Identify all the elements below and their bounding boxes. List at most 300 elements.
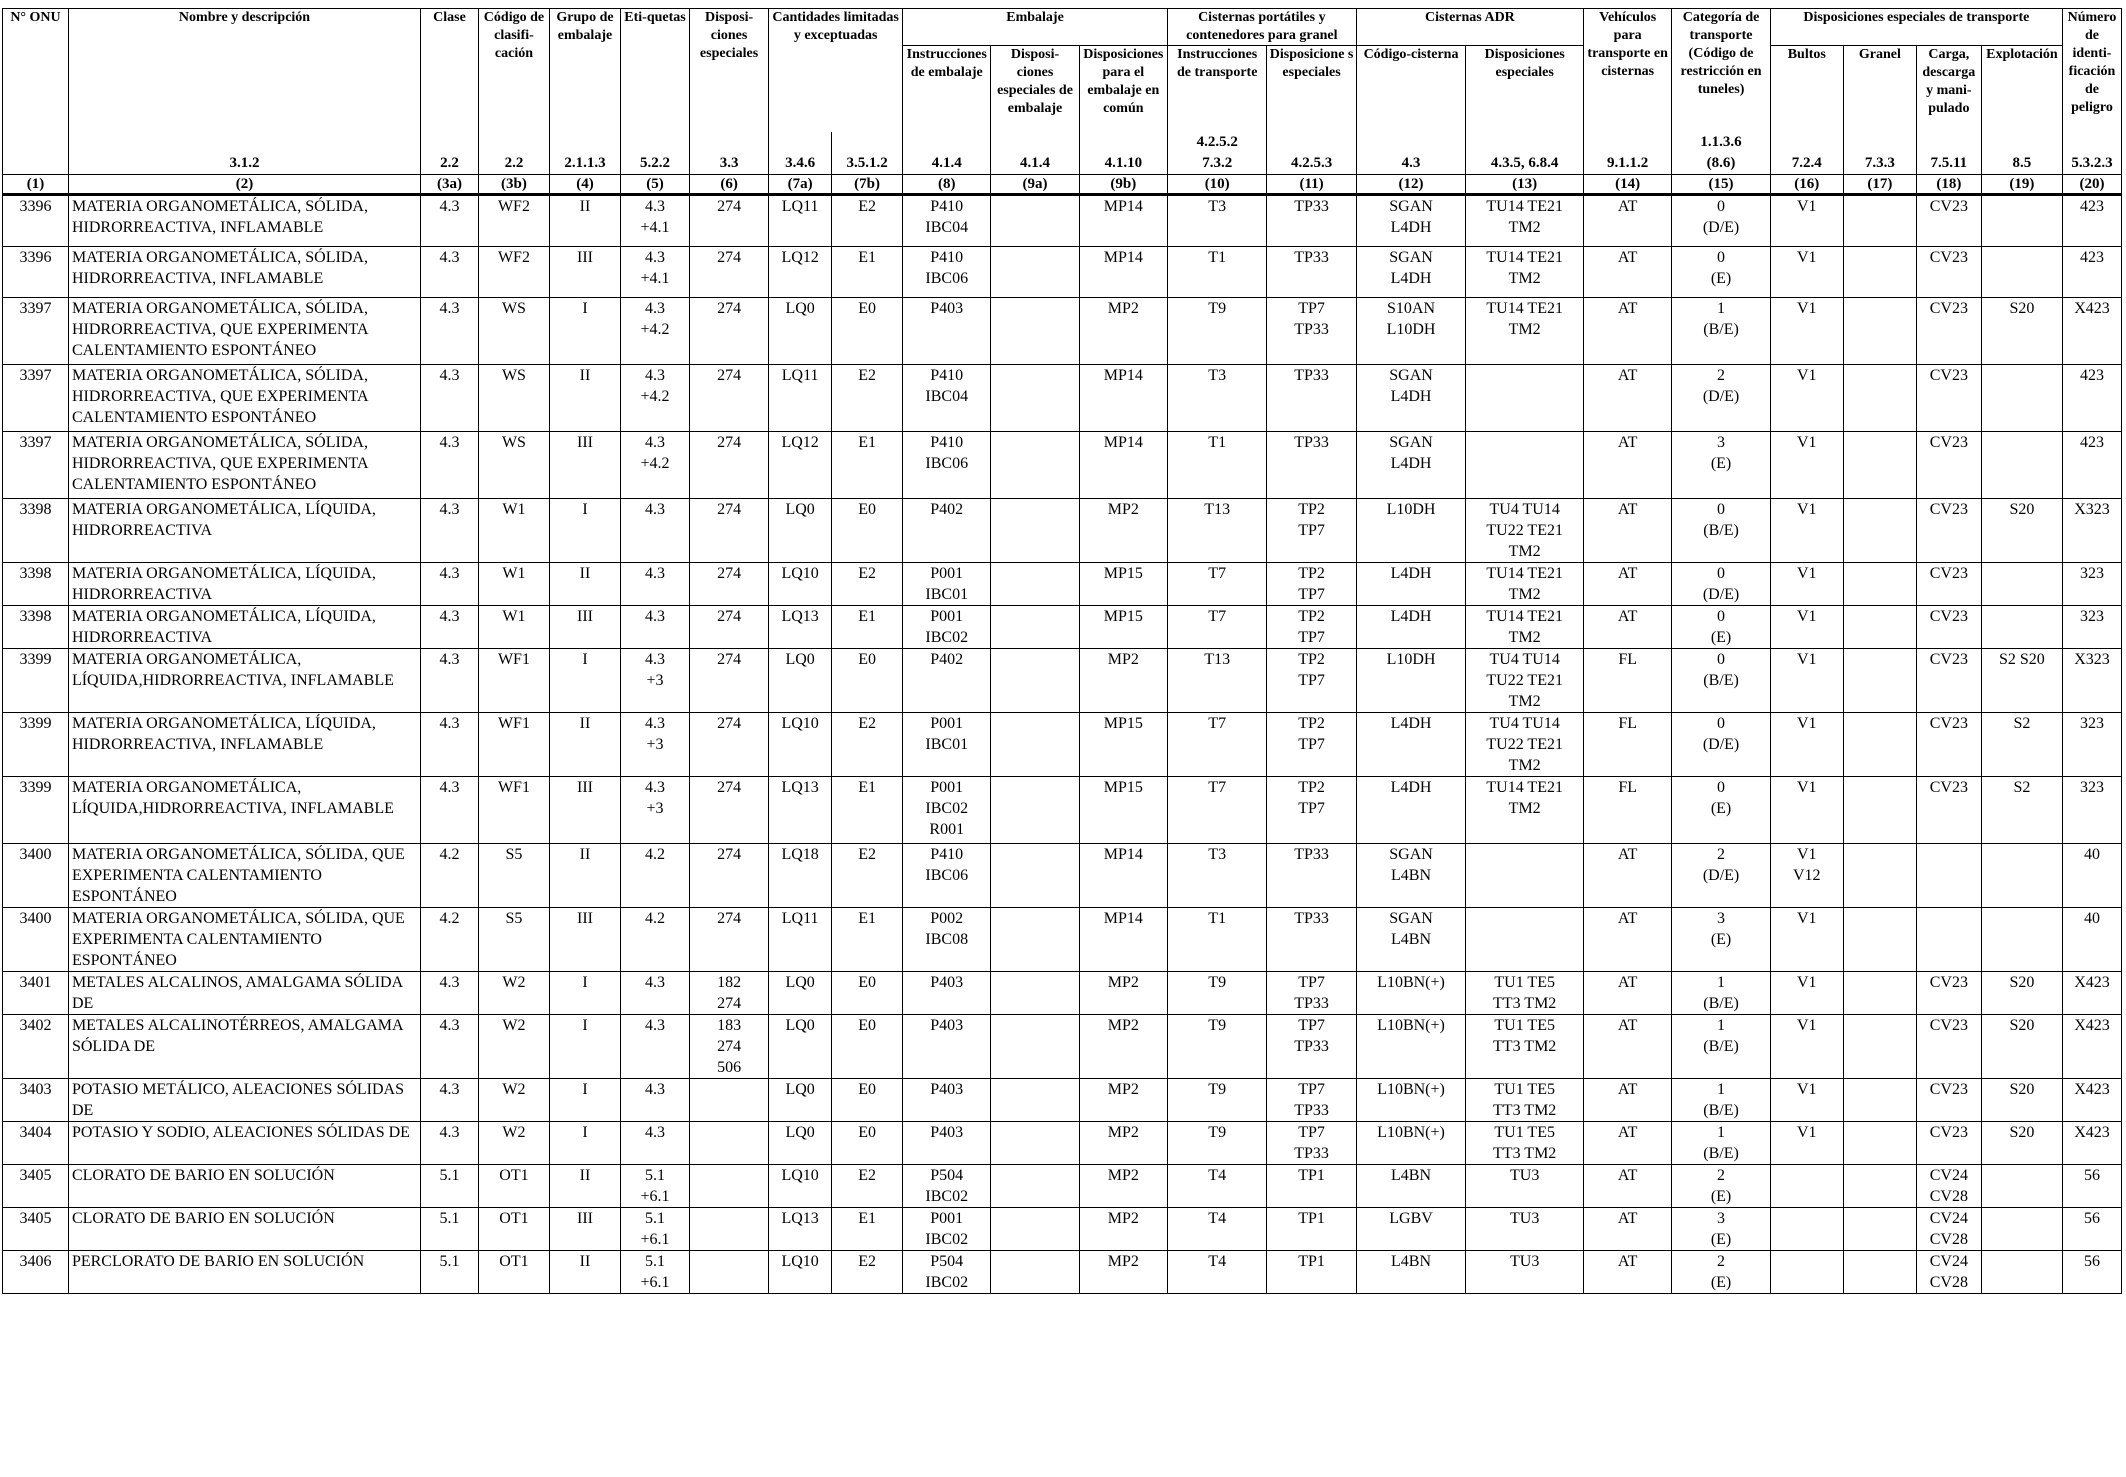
table-cell: V1 bbox=[1770, 777, 1843, 844]
table-cell: MP15 bbox=[1079, 777, 1167, 844]
table-cell bbox=[1466, 908, 1584, 972]
ref-cell: 8.5 bbox=[1981, 132, 2062, 175]
table-cell: L10BN(+) bbox=[1356, 972, 1466, 1015]
table-row bbox=[3, 1165, 2122, 1208]
table-cell: 2 (E) bbox=[1672, 1165, 1770, 1208]
header-special-provisions: Disposi-ciones especiales bbox=[690, 9, 769, 133]
table-cell: 3400 bbox=[3, 908, 69, 972]
table-cell: MATERIA ORGANOMETÁLICA, SÓLIDA, HIDRORREACTIVA, QUE EXPERIMENTA CALENTAMIENTO ESPONTÁNEO bbox=[68, 365, 420, 432]
table-cell: 5.1 bbox=[421, 1208, 479, 1251]
table-cell: AT bbox=[1584, 298, 1672, 365]
table-cell: 0 (E) bbox=[1672, 777, 1770, 844]
table-cell: AT bbox=[1584, 195, 1672, 247]
table-cell: II bbox=[549, 844, 620, 908]
table-cell: CV23 bbox=[1916, 247, 1981, 298]
table-cell: E2 bbox=[832, 844, 903, 908]
table-cell: TP7 TP33 bbox=[1267, 972, 1356, 1015]
table-cell: 1 (B/E) bbox=[1672, 1122, 1770, 1165]
table-cell: 4.3 +4.1 bbox=[621, 195, 690, 247]
table-cell bbox=[991, 844, 1079, 908]
table-cell bbox=[1981, 1208, 2062, 1251]
table-cell: OT1 bbox=[478, 1208, 549, 1251]
table-cell: 40 bbox=[2062, 844, 2121, 908]
ref-cell: 2.2 bbox=[421, 132, 479, 175]
table-cell bbox=[1843, 777, 1916, 844]
table-cell: 0 (B/E) bbox=[1672, 649, 1770, 713]
table-cell bbox=[991, 1015, 1079, 1079]
table-cell: X423 bbox=[2062, 1015, 2121, 1079]
table-cell: T1 bbox=[1167, 247, 1266, 298]
table-row bbox=[3, 844, 2122, 908]
table-cell: 3 (E) bbox=[1672, 432, 1770, 499]
table-cell: FL bbox=[1584, 777, 1672, 844]
table-cell bbox=[1981, 195, 2062, 247]
table-cell: V1 bbox=[1770, 972, 1843, 1015]
table-cell: TU3 bbox=[1466, 1208, 1584, 1251]
table-cell: MP14 bbox=[1079, 908, 1167, 972]
table-cell: X323 bbox=[2062, 649, 2121, 713]
ref-cell: 4.3.5, 6.8.4 bbox=[1466, 132, 1584, 175]
table-cell: V1 bbox=[1770, 195, 1843, 247]
table-cell: 4.3 +4.2 bbox=[621, 298, 690, 365]
table-cell: AT bbox=[1584, 1122, 1672, 1165]
table-cell: LQ13 bbox=[769, 1208, 832, 1251]
table-cell: LQ0 bbox=[769, 1079, 832, 1122]
table-cell: 4.3 +3 bbox=[621, 649, 690, 713]
table-row bbox=[3, 365, 2122, 432]
table-cell: MP2 bbox=[1079, 1165, 1167, 1208]
col-number-cell: (20) bbox=[2062, 175, 2121, 195]
header-un-no: N° ONU bbox=[3, 9, 69, 133]
table-cell: 5.1 bbox=[421, 1251, 479, 1294]
table-cell: LQ10 bbox=[769, 563, 832, 606]
table-cell bbox=[1981, 247, 2062, 298]
table-cell: 3400 bbox=[3, 844, 69, 908]
table-cell: E1 bbox=[832, 247, 903, 298]
table-cell bbox=[690, 1208, 769, 1251]
table-cell: 5.1 +6.1 bbox=[621, 1208, 690, 1251]
table-cell: CV23 bbox=[1916, 1122, 1981, 1165]
header-class-code: Código de clasifi-cación bbox=[478, 9, 549, 133]
table-cell: 2 (E) bbox=[1672, 1251, 1770, 1294]
header-bulk: Granel bbox=[1843, 46, 1916, 133]
header-packages: Bultos bbox=[1770, 46, 1843, 133]
table-cell bbox=[1843, 432, 1916, 499]
table-cell: TP2 TP7 bbox=[1267, 649, 1356, 713]
table-cell: POTASIO METÁLICO, ALEACIONES SÓLIDAS DE bbox=[68, 1079, 420, 1122]
table-cell: 4.3 bbox=[421, 499, 479, 563]
table-cell bbox=[1843, 247, 1916, 298]
table-cell: 5.1 +6.1 bbox=[621, 1251, 690, 1294]
table-cell: TP2 TP7 bbox=[1267, 563, 1356, 606]
dangerous-goods-table bbox=[2, 8, 2122, 1294]
table-cell: AT bbox=[1584, 563, 1672, 606]
table-cell: S20 bbox=[1981, 1079, 2062, 1122]
reference-row bbox=[3, 132, 2122, 175]
table-cell: 3401 bbox=[3, 972, 69, 1015]
table-cell: TP33 bbox=[1267, 365, 1356, 432]
table-cell: 4.3 bbox=[421, 298, 479, 365]
table-cell: LQ0 bbox=[769, 972, 832, 1015]
table-cell: L4BN bbox=[1356, 1251, 1466, 1294]
table-cell: III bbox=[549, 247, 620, 298]
table-cell: 274 bbox=[690, 298, 769, 365]
table-cell: E2 bbox=[832, 195, 903, 247]
table-cell: CV24 CV28 bbox=[1916, 1165, 1981, 1208]
table-cell: WS bbox=[478, 432, 549, 499]
table-cell: 0 (E) bbox=[1672, 606, 1770, 649]
ref-cell: 3.5.1.2 bbox=[832, 132, 903, 175]
table-cell bbox=[1981, 1251, 2062, 1294]
table-cell: T1 bbox=[1167, 908, 1266, 972]
col-number-cell: (18) bbox=[1916, 175, 1981, 195]
table-cell: T4 bbox=[1167, 1208, 1266, 1251]
table-cell: S2 bbox=[1981, 713, 2062, 777]
table-cell bbox=[1981, 432, 2062, 499]
table-cell: 3402 bbox=[3, 1015, 69, 1079]
header-pt-special: Disposicione s especiales bbox=[1267, 46, 1356, 133]
table-row bbox=[3, 606, 2122, 649]
table-cell: LQ18 bbox=[769, 844, 832, 908]
table-row bbox=[3, 972, 2122, 1015]
table-cell: 274 bbox=[690, 195, 769, 247]
table-cell: 4.3 bbox=[621, 1015, 690, 1079]
col-number-cell: (12) bbox=[1356, 175, 1466, 195]
table-cell: SGAN L4DH bbox=[1356, 247, 1466, 298]
ref-cell: 4.1.4 bbox=[991, 132, 1079, 175]
table-cell: TP33 bbox=[1267, 247, 1356, 298]
table-row bbox=[3, 777, 2122, 844]
table-cell: TP1 bbox=[1267, 1165, 1356, 1208]
table-cell: AT bbox=[1584, 1015, 1672, 1079]
table-cell: TP2 TP7 bbox=[1267, 777, 1356, 844]
table-cell: AT bbox=[1584, 1208, 1672, 1251]
table-cell: 423 bbox=[2062, 195, 2121, 247]
table-row bbox=[3, 908, 2122, 972]
table-cell: T3 bbox=[1167, 844, 1266, 908]
table-cell: E1 bbox=[832, 606, 903, 649]
table-cell: S5 bbox=[478, 908, 549, 972]
table-cell: FL bbox=[1584, 713, 1672, 777]
table-cell: E1 bbox=[832, 432, 903, 499]
table-cell bbox=[1843, 844, 1916, 908]
table-cell bbox=[690, 1165, 769, 1208]
table-cell: P403 bbox=[903, 972, 991, 1015]
table-cell: PERCLORATO DE BARIO EN SOLUCIÓN bbox=[68, 1251, 420, 1294]
col-number-cell: (3a) bbox=[421, 175, 479, 195]
table-cell: 1 (B/E) bbox=[1672, 972, 1770, 1015]
ref-cell: 9.1.1.2 bbox=[1584, 132, 1672, 175]
table-cell bbox=[991, 298, 1079, 365]
table-row bbox=[3, 1208, 2122, 1251]
table-cell: 274 bbox=[690, 563, 769, 606]
table-row bbox=[3, 649, 2122, 713]
table-cell: 4.3 bbox=[421, 563, 479, 606]
ref-cell: 4.1.10 bbox=[1079, 132, 1167, 175]
table-cell bbox=[991, 1079, 1079, 1122]
table-cell bbox=[1843, 1208, 1916, 1251]
header-packaging: Embalaje bbox=[903, 9, 1168, 46]
table-cell: TP2 TP7 bbox=[1267, 499, 1356, 563]
table-cell: L10BN(+) bbox=[1356, 1079, 1466, 1122]
table-cell: LQ11 bbox=[769, 908, 832, 972]
table-cell: TU14 TE21 TM2 bbox=[1466, 777, 1584, 844]
table-cell: P410 IBC06 bbox=[903, 247, 991, 298]
table-cell: MATERIA ORGANOMETÁLICA, SÓLIDA, HIDRORREACTIVA, QUE EXPERIMENTA CALENTAMIENTO ESPONTÁNEO bbox=[68, 432, 420, 499]
table-cell: WF2 bbox=[478, 195, 549, 247]
table-cell: E1 bbox=[832, 1208, 903, 1251]
table-cell: P002 IBC08 bbox=[903, 908, 991, 972]
table-cell: CV23 bbox=[1916, 1079, 1981, 1122]
table-cell: OT1 bbox=[478, 1165, 549, 1208]
table-cell: L4DH bbox=[1356, 563, 1466, 606]
table-cell: 4.3 bbox=[421, 365, 479, 432]
table-cell: V1 bbox=[1770, 1079, 1843, 1122]
table-cell: 4.3 bbox=[421, 432, 479, 499]
table-cell: T3 bbox=[1167, 365, 1266, 432]
table-cell bbox=[991, 908, 1079, 972]
table-cell: 4.3 bbox=[421, 247, 479, 298]
table-row bbox=[3, 1079, 2122, 1122]
table-cell: 274 bbox=[690, 844, 769, 908]
table-cell: P402 bbox=[903, 499, 991, 563]
ref-cell: 7.2.4 bbox=[1770, 132, 1843, 175]
table-cell: 274 bbox=[690, 365, 769, 432]
table-cell: P410 IBC06 bbox=[903, 432, 991, 499]
table-cell: E2 bbox=[832, 1165, 903, 1208]
table-cell: 323 bbox=[2062, 563, 2121, 606]
table-cell bbox=[1770, 1251, 1843, 1294]
col-number-cell: (6) bbox=[690, 175, 769, 195]
table-cell bbox=[1843, 1122, 1916, 1165]
table-cell bbox=[991, 1122, 1079, 1165]
table-cell bbox=[1843, 713, 1916, 777]
table-cell bbox=[991, 1251, 1079, 1294]
table-cell: 4.2 bbox=[621, 844, 690, 908]
table-cell: TP7 TP33 bbox=[1267, 1015, 1356, 1079]
col-number-cell: (5) bbox=[621, 175, 690, 195]
table-cell: 274 bbox=[690, 713, 769, 777]
ref-cell: 4.2.5.3 bbox=[1267, 132, 1356, 175]
table-cell bbox=[1981, 606, 2062, 649]
table-cell: CV23 bbox=[1916, 606, 1981, 649]
table-cell: L4DH bbox=[1356, 606, 1466, 649]
table-cell: T4 bbox=[1167, 1165, 1266, 1208]
table-cell bbox=[1843, 1015, 1916, 1079]
table-cell: 4.3 +4.2 bbox=[621, 365, 690, 432]
table-cell: LQ12 bbox=[769, 432, 832, 499]
table-cell: 183 274 506 bbox=[690, 1015, 769, 1079]
table-row bbox=[3, 247, 2122, 298]
table-cell: T9 bbox=[1167, 1122, 1266, 1165]
table-cell: S2 bbox=[1981, 777, 2062, 844]
table-cell: T7 bbox=[1167, 777, 1266, 844]
col-number-cell: (4) bbox=[549, 175, 620, 195]
table-row bbox=[3, 298, 2122, 365]
table-cell: 4.3 +4.2 bbox=[621, 432, 690, 499]
table-cell: WF1 bbox=[478, 649, 549, 713]
table-cell: POTASIO Y SODIO, ALEACIONES SÓLIDAS DE bbox=[68, 1122, 420, 1165]
table-cell: V1 bbox=[1770, 499, 1843, 563]
table-cell: 1 (B/E) bbox=[1672, 298, 1770, 365]
table-cell: W2 bbox=[478, 972, 549, 1015]
table-cell: V1 bbox=[1770, 247, 1843, 298]
table-cell: 5.1 +6.1 bbox=[621, 1165, 690, 1208]
table-cell: MP15 bbox=[1079, 563, 1167, 606]
table-row bbox=[3, 1251, 2122, 1294]
table-cell: MATERIA ORGANOMETÁLICA, LÍQUIDA,HIDRORREACTIVA, INFLAMABLE bbox=[68, 777, 420, 844]
table-cell: T9 bbox=[1167, 972, 1266, 1015]
table-cell: 56 bbox=[2062, 1251, 2121, 1294]
header-packing-group: Grupo de embalaje bbox=[549, 9, 620, 133]
table-cell: 4.2 bbox=[621, 908, 690, 972]
table-cell: 4.3 bbox=[621, 1079, 690, 1122]
table-row bbox=[3, 1015, 2122, 1079]
table-cell: LQ0 bbox=[769, 1122, 832, 1165]
header-portable-tanks: Cisternas portátiles y contenedores para granel bbox=[1167, 9, 1356, 46]
table-cell: I bbox=[549, 1122, 620, 1165]
table-cell: V1 bbox=[1770, 606, 1843, 649]
table-cell bbox=[1916, 844, 1981, 908]
table-cell: S10AN L10DH bbox=[1356, 298, 1466, 365]
table-cell: P410 IBC04 bbox=[903, 195, 991, 247]
table-cell: 3406 bbox=[3, 1251, 69, 1294]
table-cell: MP2 bbox=[1079, 499, 1167, 563]
table-cell: MATERIA ORGANOMETÁLICA, LÍQUIDA, HIDRORREACTIVA bbox=[68, 606, 420, 649]
table-cell bbox=[991, 195, 1079, 247]
table-cell: E2 bbox=[832, 563, 903, 606]
table-cell: V1 bbox=[1770, 649, 1843, 713]
table-cell: AT bbox=[1584, 908, 1672, 972]
table-cell: 2 (D/E) bbox=[1672, 365, 1770, 432]
header-special-transport: Disposiciones especiales de transporte bbox=[1770, 9, 2062, 46]
table-cell: 4.3 bbox=[421, 649, 479, 713]
table-cell: MP2 bbox=[1079, 649, 1167, 713]
table-cell: TU14 TE21 TM2 bbox=[1466, 563, 1584, 606]
table-cell: TU14 TE21 TM2 bbox=[1466, 195, 1584, 247]
table-cell: S2 S20 bbox=[1981, 649, 2062, 713]
table-cell: II bbox=[549, 713, 620, 777]
table-cell: 3397 bbox=[3, 298, 69, 365]
table-cell: SGAN L4DH bbox=[1356, 432, 1466, 499]
table-cell: S20 bbox=[1981, 1122, 2062, 1165]
table-cell: 3399 bbox=[3, 649, 69, 713]
header-limited-quantities: Cantidades limitadas y exceptuadas bbox=[769, 9, 903, 133]
table-cell: V1 bbox=[1770, 908, 1843, 972]
table-cell: L4DH bbox=[1356, 777, 1466, 844]
col-number-cell: (13) bbox=[1466, 175, 1584, 195]
header-mixed-packing: Disposiciones para el embalaje en común bbox=[1079, 46, 1167, 133]
table-cell: 4.3 bbox=[421, 195, 479, 247]
ref-cell: 7.5.11 bbox=[1916, 132, 1981, 175]
table-cell: 4.3 +3 bbox=[621, 713, 690, 777]
table-cell: 1 (B/E) bbox=[1672, 1079, 1770, 1122]
table-cell: CV23 bbox=[1916, 365, 1981, 432]
header-class: Clase bbox=[421, 9, 479, 133]
ref-cell: 7.3.3 bbox=[1843, 132, 1916, 175]
table-cell: SGAN L4BN bbox=[1356, 844, 1466, 908]
table-cell: TP2 TP7 bbox=[1267, 713, 1356, 777]
table-cell: X323 bbox=[2062, 499, 2121, 563]
table-cell: MATERIA ORGANOMETÁLICA, LÍQUIDA, HIDRORREACTIVA bbox=[68, 499, 420, 563]
table-cell: 3 (E) bbox=[1672, 908, 1770, 972]
table-cell: II bbox=[549, 1251, 620, 1294]
table-cell: TU3 bbox=[1466, 1251, 1584, 1294]
table-cell: AT bbox=[1584, 247, 1672, 298]
table-cell: S20 bbox=[1981, 499, 2062, 563]
table-cell: E0 bbox=[832, 972, 903, 1015]
table-cell: 182 274 bbox=[690, 972, 769, 1015]
table-cell: L10BN(+) bbox=[1356, 1015, 1466, 1079]
table-cell: III bbox=[549, 908, 620, 972]
table-cell: V1 bbox=[1770, 432, 1843, 499]
table-cell: S20 bbox=[1981, 972, 2062, 1015]
table-cell: I bbox=[549, 1015, 620, 1079]
table-cell: W2 bbox=[478, 1079, 549, 1122]
table-cell: WF2 bbox=[478, 247, 549, 298]
table-cell: LQ11 bbox=[769, 365, 832, 432]
table-cell: 274 bbox=[690, 499, 769, 563]
col-number-cell: (10) bbox=[1167, 175, 1266, 195]
table-cell: 274 bbox=[690, 247, 769, 298]
table-cell: E2 bbox=[832, 365, 903, 432]
table-cell: LQ11 bbox=[769, 195, 832, 247]
col-number-cell: (11) bbox=[1267, 175, 1356, 195]
table-cell: WF1 bbox=[478, 713, 549, 777]
table-cell: 4.3 bbox=[621, 606, 690, 649]
header-labels: Eti-quetas bbox=[621, 9, 690, 133]
table-cell: 4.2 bbox=[421, 844, 479, 908]
table-cell: P403 bbox=[903, 1015, 991, 1079]
table-cell: WS bbox=[478, 298, 549, 365]
table-row bbox=[3, 195, 2122, 247]
table-cell: 4.3 bbox=[421, 1122, 479, 1165]
table-cell bbox=[1770, 1208, 1843, 1251]
table-cell: AT bbox=[1584, 1251, 1672, 1294]
table-cell: 0 (D/E) bbox=[1672, 563, 1770, 606]
table-cell: 423 bbox=[2062, 365, 2121, 432]
table-cell: P504 IBC02 bbox=[903, 1251, 991, 1294]
table-cell: V1 bbox=[1770, 1015, 1843, 1079]
table-cell: OT1 bbox=[478, 1251, 549, 1294]
table-cell: 3403 bbox=[3, 1079, 69, 1122]
table-cell: 4.3 bbox=[621, 1122, 690, 1165]
table-cell: 274 bbox=[690, 649, 769, 713]
table-cell: 274 bbox=[690, 908, 769, 972]
table-cell: AT bbox=[1584, 1165, 1672, 1208]
table-cell: TP33 bbox=[1267, 908, 1356, 972]
header-special-packing-provisions: Disposi-ciones especiales de embalaje bbox=[991, 46, 1079, 133]
table-cell: I bbox=[549, 649, 620, 713]
table-cell: CV23 bbox=[1916, 972, 1981, 1015]
table-cell: LQ0 bbox=[769, 499, 832, 563]
table-cell: E1 bbox=[832, 908, 903, 972]
col-number-cell: (9a) bbox=[991, 175, 1079, 195]
table-cell: MP15 bbox=[1079, 606, 1167, 649]
table-cell: T7 bbox=[1167, 713, 1266, 777]
table-cell: MATERIA ORGANOMETÁLICA, SÓLIDA, HIDRORREACTIVA, QUE EXPERIMENTA CALENTAMIENTO ESPONTÁNEO bbox=[68, 298, 420, 365]
table-cell: E0 bbox=[832, 649, 903, 713]
table-cell: II bbox=[549, 365, 620, 432]
header-vehicle: Vehículos para transporte en cisternas bbox=[1584, 9, 1672, 133]
table-cell: TU1 TE5 TT3 TM2 bbox=[1466, 1079, 1584, 1122]
table-cell: TP1 bbox=[1267, 1251, 1356, 1294]
table-cell: CV23 bbox=[1916, 1015, 1981, 1079]
col-number-cell: (19) bbox=[1981, 175, 2062, 195]
table-cell: CLORATO DE BARIO EN SOLUCIÓN bbox=[68, 1165, 420, 1208]
table-cell: 423 bbox=[2062, 432, 2121, 499]
table-cell: T9 bbox=[1167, 1015, 1266, 1079]
